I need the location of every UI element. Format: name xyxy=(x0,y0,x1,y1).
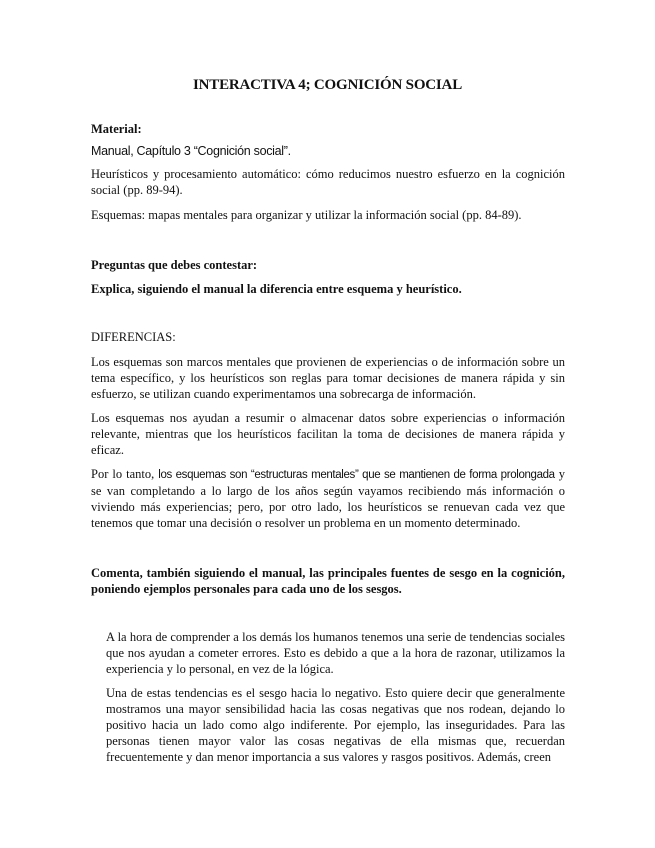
answer-2-paragraph-1: A la hora de comprender a los demás los humanos tenemos una serie de tendencias sociales que nos ayudan a cometer errores. Esto es debido a que a la hora de razonar, utilizamos la experiencia y lo personal, en vez de la lógica. xyxy=(106,630,565,676)
answer-1-p3-lead: Por lo tanto, xyxy=(91,467,155,481)
answer-1-paragraph-1: Los esquemas son marcos mentales que provienen de experiencias o de información sobre un tema específico, y los heurísticos son reglas para tomar decisiones de manera rápida y sin esfuerzo, se utilizan cuando experimentamos una sobrecarga de información. xyxy=(91,355,565,401)
answer-2-paragraph-2: Una de estas tendencias es el sesgo hacia lo negativo. Esto quiere decir que generalmente mostramos una mayor sensibilidad hacia las cosas negativas que nos rodean, dejando lo positivo hacia un lado como algo indiferente. Por ejemplo, las inseguridades. Para las personas tienen mayor valor las cosas negativas de ella mismas que, recuerdan frecuentemente y dan menor importancia a sus valores y rasgos positivos. Además, creen xyxy=(106,686,565,764)
material-source: Manual, Capítulo 3 “Cognición social”. xyxy=(91,144,291,158)
answer-1-p3-rest: y se van completando a lo largo de los años según vayamos recibiendo más información o viviendo más experiencias; pero, por otro lado, los heurísticos se renuevan cada vez que tenemos que tomar una decisión o resolver un problema en un momento determinado. xyxy=(91,467,565,530)
differences-heading: DIFERENCIAS: xyxy=(91,330,176,344)
answer-1-paragraph-3 xyxy=(91,466,565,531)
material-item-schemas: Esquemas: mapas mentales para organizar y utilizar la información social (pp. 84-89). xyxy=(91,208,522,222)
material-item-heuristics: Heurísticos y procesamiento automático: cómo reducimos nuestro esfuerzo en la cognición social (pp. 89-94). xyxy=(91,167,565,197)
question-1: Explica, siguiendo el manual la diferencia entre esquema y heurístico. xyxy=(91,282,462,296)
answer-1-p3-highlight: los esquemas son “estructuras mentales” que se mantienen de forma prolongada xyxy=(158,469,555,481)
material-heading: Material: xyxy=(91,122,142,136)
document-title: INTERACTIVA 4; COGNICIÓN SOCIAL xyxy=(193,77,462,93)
questions-heading: Preguntas que debes contestar: xyxy=(91,258,258,272)
question-2: Comenta, también siguiendo el manual, las principales fuentes de sesgo en la cognición, poniendo ejemplos personales para cada uno de los sesgos. xyxy=(91,566,565,596)
answer-1-paragraph-2: Los esquemas nos ayudan a resumir o almacenar datos sobre experiencias o información relevante, mientras que los heurísticos facilitan la toma de decisiones de manera rápida y eficaz. xyxy=(91,411,565,457)
